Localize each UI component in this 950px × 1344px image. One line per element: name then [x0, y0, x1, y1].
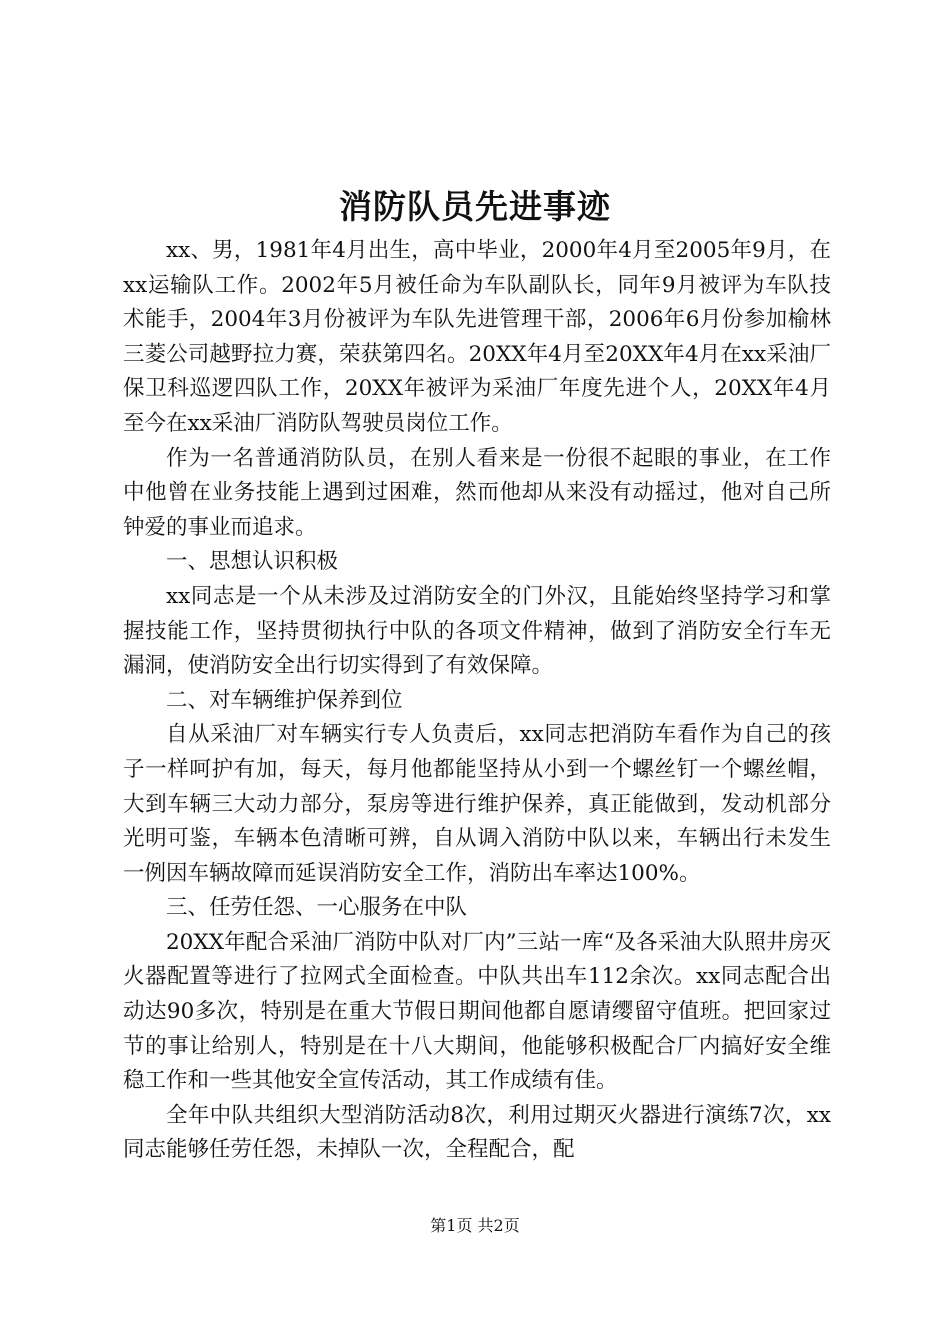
paragraph: 20XX年配合采油厂消防中队对厂内”三站一库“及各采油大队照井房灭火器配置等进行了拉网式全面检查。中队共出车112余次。xx同志配合出动达90多次，特别是在重大节假日期间他都自愿请缨留守值班。把回家过节的事让给别人，特别是在十八大期间，他能够积极配合厂内搞好安全维稳工作和一些其他安全宣传活动，其工作成绩有佳。: [123, 929, 831, 1094]
section-heading: 三、任劳任怨、一心服务在中队: [166, 895, 468, 921]
page-footer: 第1页 共2页: [430, 1216, 520, 1235]
paragraph: xx、男，1981年4月出生，高中毕业，2000年4月至2005年9月，在xx运输队工作。2002年5月被任命为车队副队长，同年9月被评为车队技术能手，2004年3月份被评为车队先进管理干部，2006年6月份参加榆林三菱公司越野拉力赛，荣获第四名。20XX年4月至20XX年4月在xx采油厂保卫科巡逻四队工作，20XX年被评为采油厂年度先进个人，20XX年4月至今在xx采油厂消防队驾驶员岗位工作。: [123, 238, 831, 436]
document-body: [123, 234, 831, 1168]
document-title: 消防队员先进事迹: [339, 187, 611, 226]
section-heading: 二、对车辆维护保养到位: [166, 687, 403, 713]
paragraph: 作为一名普通消防队员，在别人看来是一份很不起眼的事业，在工作中他曾在业务技能上遇到过困难，然而他却从来没有动摇过，他对自己所钟爱的事业而追求。: [123, 445, 831, 540]
section-heading: 一、思想认识积极: [166, 549, 339, 575]
paragraph: 自从采油厂对车辆实行专人负责后，xx同志把消防车看作为自己的孩子一样呵护有加，每天，每月他都能坚持从小到一个螺丝钉一个螺丝帽，大到车辆三大动力部分，泵房等进行维护保养，真正能做到，发动机部分光明可鉴，车辆本色清晰可辨，自从调入消防中队以来，车辆出行未发生一例因车辆故障而延误消防安全工作，消防出车率达100%。: [123, 722, 831, 886]
paragraph: xx同志是一个从未涉及过消防安全的门外汉，且能始终坚持学习和掌握技能工作，坚持贯彻执行中队的各项文件精神，做到了消防安全行车无漏洞，使消防安全出行切实得到了有效保障。: [123, 583, 831, 679]
paragraph: 全年中队共组织大型消防活动8次，利用过期灭火器进行演练7次，xx同志能够任劳任怨，未掉队一次，全程配合，配: [123, 1102, 831, 1163]
